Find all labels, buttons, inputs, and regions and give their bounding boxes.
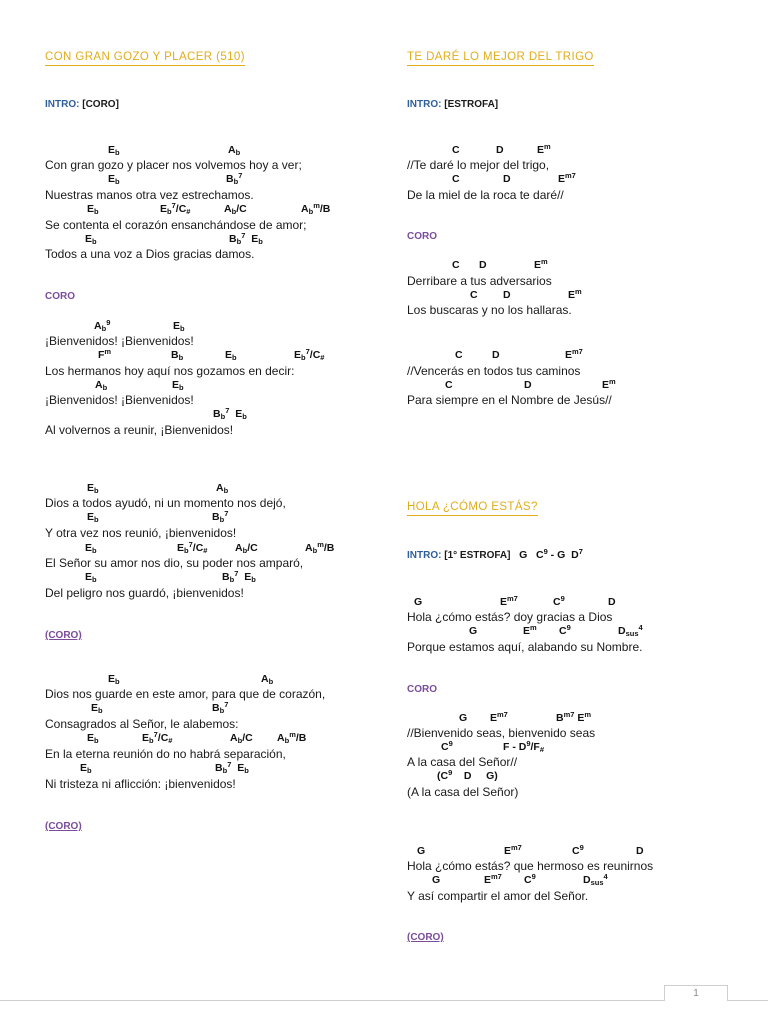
chord: $B_b^7$ $E_b$ xyxy=(222,569,256,584)
chord: $E^m$ xyxy=(534,257,548,271)
chord: $A_b/C$ xyxy=(224,203,247,216)
song-title: CON GRAN GOZO Y PLACER (510) xyxy=(45,51,245,66)
chord: $E_b^7/C_{\#}$ xyxy=(142,730,173,745)
lyric-line: //Bienvenido seas, bienvenido seas xyxy=(407,726,596,740)
chord: $E_b$ xyxy=(87,732,99,745)
lyric-line: De la miel de la roca te daré// xyxy=(407,188,564,202)
chord: D xyxy=(636,845,644,857)
chord: G xyxy=(469,625,478,637)
lyric-line: Ni tristeza ni aflicción: ¡bienvenidos! xyxy=(45,777,236,791)
chord: G xyxy=(417,845,426,857)
chord: $E_b^7/C_{\#}$ xyxy=(294,347,325,362)
lyric-line: Dios nos guarde en este amor, para que de corazón, xyxy=(45,687,326,701)
chord: $E_b$ xyxy=(91,702,103,715)
coro-reference: (CORO) xyxy=(45,630,82,641)
coro-label: CORO xyxy=(45,291,75,302)
chord: $B_b^7$ xyxy=(226,171,243,186)
chord: $F^m$ xyxy=(98,347,112,361)
chord: $B^{m7}$ $E^m$ xyxy=(556,710,592,724)
chord: $A_b/C$ xyxy=(235,542,258,555)
chord: $C^9$ xyxy=(524,872,536,886)
chord: D xyxy=(492,349,500,361)
chord: $E^m$ xyxy=(568,287,582,301)
chord: $D_{sus}^4$ xyxy=(583,872,608,887)
lyric-line: Derribare a tus adversarios xyxy=(407,274,552,288)
chord: D xyxy=(496,144,504,156)
lyric-line: ¡Bienvenidos! ¡Bienvenidos! xyxy=(45,334,194,348)
chord: D xyxy=(503,173,511,185)
chord: $E_b$ xyxy=(108,144,120,157)
chord: $A_b$ xyxy=(216,482,229,495)
footer-divider xyxy=(0,1000,768,1001)
chord: $B_b^7$ xyxy=(212,509,229,524)
lyric-line: Nuestras manos otra vez estrechamos. xyxy=(45,188,254,202)
chord: $E^{m7}$ xyxy=(490,710,508,724)
intro-value: [ESTROFA] xyxy=(444,99,499,110)
lyric-line: Porque estamos aquí, alabando su Nombre. xyxy=(407,640,643,654)
chord: $E^m$ xyxy=(602,377,616,391)
intro-value: [1° ESTROFA] xyxy=(444,550,511,561)
song-title: TE DARÉ LO MEJOR DEL TRIGO xyxy=(407,51,594,66)
lyric-line: Se contenta el corazón ensanchándose de amor; xyxy=(45,218,307,232)
chord: G xyxy=(459,712,468,724)
chord: $A_b/C$ xyxy=(230,732,253,745)
chord: $E^m$ xyxy=(523,623,537,637)
chord: $E_b$ xyxy=(85,233,97,246)
chord: $A_b$ xyxy=(95,379,108,392)
chord: $C^9$ xyxy=(441,739,453,753)
intro-value: [CORO] xyxy=(82,99,119,110)
lyric-line: Consagrados al Señor, le alabemos: xyxy=(45,717,239,731)
chord: $E_b$ xyxy=(87,511,99,524)
chord: $E_b$ xyxy=(87,203,99,216)
chord: $B_b^7$ xyxy=(212,700,229,715)
intro-line xyxy=(407,549,583,561)
chord: $E_b^7/C_{\#}$ xyxy=(177,540,208,555)
lyric-line: (A la casa del Señor) xyxy=(407,785,519,799)
chord: G xyxy=(432,874,441,886)
page-number: 1 xyxy=(664,985,728,1001)
chord: ($C^9$ D G) xyxy=(437,768,498,782)
chord: C xyxy=(452,144,460,156)
chord: $E^{m7}$ xyxy=(484,872,502,886)
lyric-line: //Te daré lo mejor del trigo, xyxy=(407,158,550,172)
intro-label: INTRO: xyxy=(407,99,442,110)
lyric-line: Dios a todos ayudó, ni un momento nos dejó, xyxy=(45,496,286,510)
chord: $C^9$ xyxy=(553,594,565,608)
chord: C xyxy=(452,173,460,185)
chord: D xyxy=(524,379,532,391)
lyric-line: Del peligro nos guardó, ¡bienvenidos! xyxy=(45,586,244,600)
lyric-line: Para siempre en el Nombre de Jesús// xyxy=(407,393,612,407)
chord: $B_b^7$ $E_b$ xyxy=(215,760,249,775)
chord: $A_b^m/B$ xyxy=(277,730,307,745)
chord: D xyxy=(503,289,511,301)
lyric-line: Y otra vez nos reunió, ¡bienvenidos! xyxy=(45,526,237,540)
chord: D xyxy=(608,596,616,608)
chord: C xyxy=(445,379,453,391)
intro-line xyxy=(407,99,498,110)
chord: $B_b$ xyxy=(171,349,184,362)
intro-label: INTRO: xyxy=(45,99,80,110)
chord: $E_b$ xyxy=(85,571,97,584)
chord: $E^{m7}$ xyxy=(500,594,518,608)
coro-label: CORO xyxy=(407,231,437,242)
lyric-line: El Señor su amor nos dio, su poder nos amparó, xyxy=(45,556,304,570)
chord: C xyxy=(452,259,460,271)
chord: $E^{m7}$ xyxy=(504,843,522,857)
lyric-line: Hola ¿cómo estás? doy gracias a Dios xyxy=(407,610,613,624)
chord: $D_{sus}^4$ xyxy=(618,623,643,638)
lyric-line: Los buscaras y no los hallaras. xyxy=(407,303,572,317)
chord: $B_b^7$ $E_b$ xyxy=(213,406,247,421)
chord: $A_b$ xyxy=(261,673,274,686)
lyric-line: Con gran gozo y placer nos volvemos hoy a ver; xyxy=(45,158,302,172)
lyric-line: ¡Bienvenidos! ¡Bienvenidos! xyxy=(45,393,194,407)
chord: $A_b^m/B$ xyxy=(305,540,335,555)
coro-reference: (CORO) xyxy=(407,932,444,943)
chord: D xyxy=(479,259,487,271)
lyric-line: Hola ¿cómo estás? que hermoso es reunirnos xyxy=(407,859,654,873)
chord: $E_b$ xyxy=(108,673,120,686)
intro-line xyxy=(45,99,119,110)
chord: G xyxy=(414,596,423,608)
lyric-line: Y así compartir el amor del Señor. xyxy=(407,889,589,903)
chord: $E_b^7/C_{\#}$ xyxy=(160,201,191,216)
lyric-line: //Vencerás en todos tus caminos xyxy=(407,364,581,378)
intro-label: INTRO: xyxy=(407,550,442,561)
chord: $E_b$ xyxy=(80,762,92,775)
coro-label: CORO xyxy=(407,684,437,695)
chord: $E_b$ xyxy=(108,173,120,186)
chord: C xyxy=(470,289,478,301)
chord: $C^9$ xyxy=(559,623,571,637)
chord: $E_b$ xyxy=(225,349,237,362)
chord: $E_b$ xyxy=(87,482,99,495)
chord: $E_b$ xyxy=(85,542,97,555)
chord: C xyxy=(455,349,463,361)
chord: $A_b^9$ xyxy=(94,318,111,333)
lyric-line: Todos a una voz a Dios gracias damos. xyxy=(45,247,255,261)
lyric-line: Los hermanos hoy aquí nos gozamos en decir: xyxy=(45,364,295,378)
chord: $E_b$ xyxy=(173,320,185,333)
lyric-line: En la eterna reunión do no habrá separación, xyxy=(45,747,286,761)
lyric-line: A la casa del Señor// xyxy=(407,755,518,769)
lyric-line: Al volvernos a reunir, ¡Bienvenidos! xyxy=(45,423,234,437)
chord: $E^{m7}$ xyxy=(558,171,576,185)
intro-chords: G $C^9$ - G $D^7$ xyxy=(513,547,583,561)
song-title: HOLA ¿CÓMO ESTÁS? xyxy=(407,501,538,516)
chord: $A_b^m/B$ xyxy=(301,201,331,216)
chord: $B_b^7$ $E_b$ xyxy=(229,231,263,246)
chord: $E_b$ xyxy=(172,379,184,392)
chord: $E^{m7}$ xyxy=(565,347,583,361)
chord: F - $D^9/F_{\#}$ xyxy=(503,739,545,754)
chord: $C^9$ xyxy=(572,843,584,857)
chord: $A_b$ xyxy=(228,144,241,157)
chord: $E^m$ xyxy=(537,142,551,156)
coro-reference: (CORO) xyxy=(45,821,82,832)
